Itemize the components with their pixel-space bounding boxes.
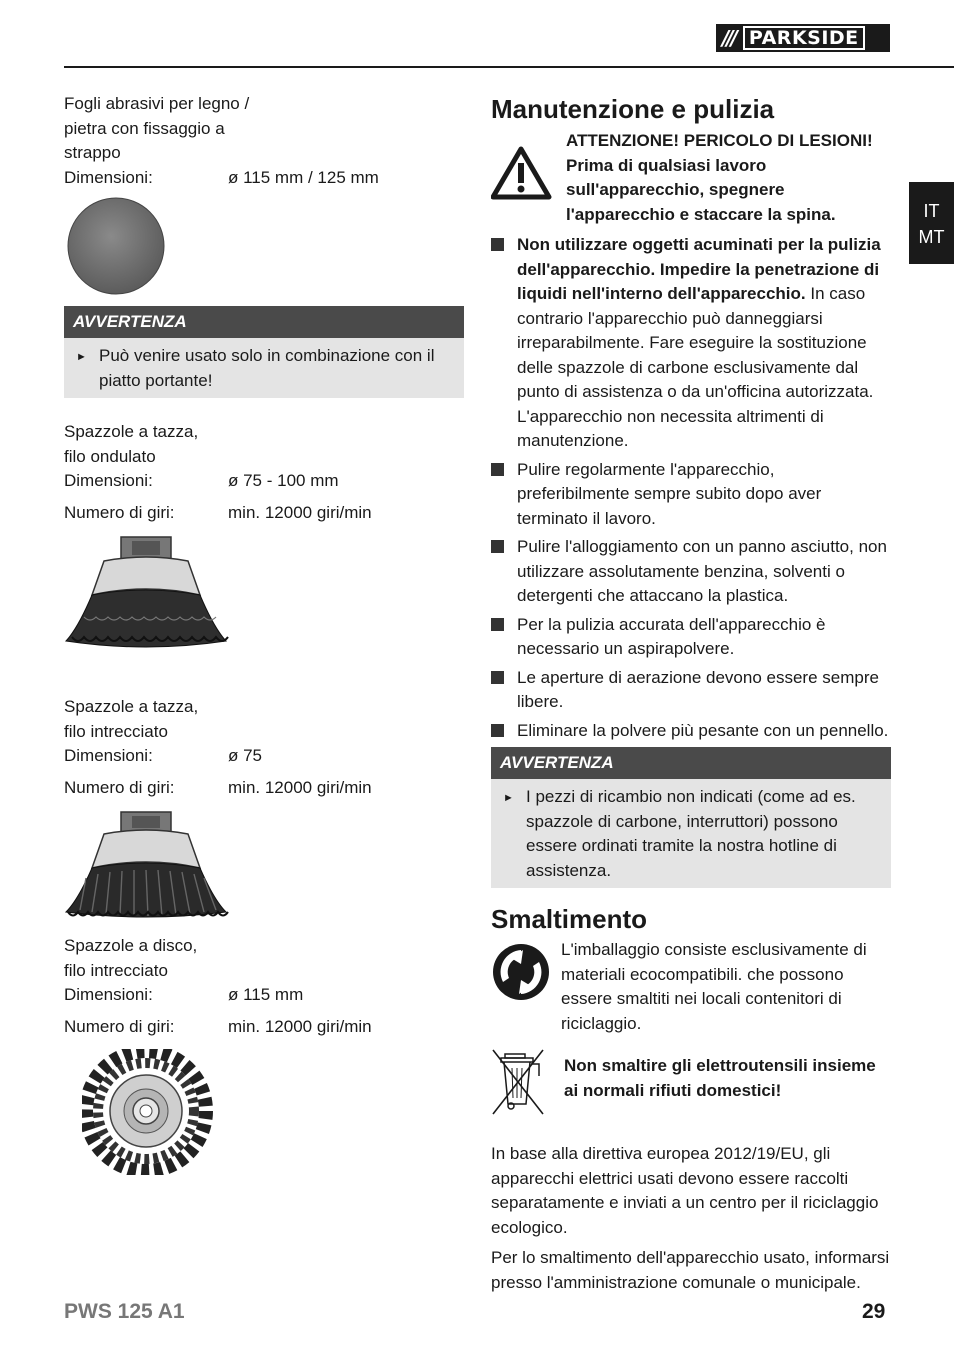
spec-value: ø 115 mm / 125 mm xyxy=(228,167,379,187)
warning-triangle-icon xyxy=(491,145,553,201)
accessory-title-line: filo intrecciato xyxy=(64,721,168,741)
spec-row xyxy=(64,983,464,1008)
accessory-cup-brush-twisted xyxy=(64,695,464,928)
bullet-text: Le aperture di aerazione devono essere sempre libere. xyxy=(517,667,879,711)
warning-title: AVVERTENZA xyxy=(64,306,464,338)
packaging-notice xyxy=(491,938,891,1036)
square-bullet-icon xyxy=(491,535,517,609)
list-item xyxy=(491,666,891,715)
list-item xyxy=(491,233,891,454)
spec-value: ø 75 xyxy=(228,746,263,765)
spec-label: Numero di giri: xyxy=(64,502,175,522)
language-mt: MT xyxy=(918,227,945,247)
directive-paragraph: In base alla direttiva europea 2012/19/EU, gli apparecchi elettrici usati devono essere raccolti separatamente e inviati a un centro per il riciclaggio ecologico. xyxy=(491,1144,879,1237)
disposal-heading: Smaltimento xyxy=(491,904,648,934)
accessory-title-line: strappo xyxy=(64,143,121,162)
accessory-title-line: Spazzole a disco, xyxy=(64,936,198,955)
accessory-cup-brush-wavy xyxy=(64,420,464,665)
spec-label: Dimensioni: xyxy=(64,471,153,490)
square-bullet-icon xyxy=(491,613,517,662)
spec-row xyxy=(64,501,464,526)
parkside-logo xyxy=(716,24,890,52)
cup-brush-twisted-image xyxy=(64,808,234,928)
square-bullet-icon xyxy=(491,666,517,715)
spec-value: ø 115 mm xyxy=(228,985,304,1004)
spec-label: Dimensioni: xyxy=(64,746,153,765)
list-item xyxy=(491,613,891,662)
language-tab xyxy=(909,182,954,264)
spec-value: ø 75 - 100 mm xyxy=(228,471,339,490)
spec-label: Numero di giri: xyxy=(64,777,175,797)
accessory-title-line: Fogli abrasivi per legno / xyxy=(64,94,250,113)
list-item xyxy=(491,458,891,532)
list-item xyxy=(491,535,891,609)
accessory-title-line: Spazzole a tazza, xyxy=(64,422,199,441)
bullet-text: Per la pulizia accurata dell'apparecchio è necessario un aspirapolvere. xyxy=(517,614,826,658)
warning-title: AVVERTENZA xyxy=(491,747,891,779)
footer-model: PWS 125 A1 xyxy=(64,1300,185,1323)
list-item xyxy=(491,719,891,744)
accessory-title-line: filo ondulato xyxy=(64,446,156,466)
disposal-info-paragraph: Per lo smaltimento dell'apparecchio usato, informarsi presso l'amministrazione comunale o municipale. xyxy=(491,1248,890,1292)
spec-row xyxy=(64,776,464,801)
logo-brand-name: PARKSIDE xyxy=(743,26,865,50)
accessory-title-line: filo intrecciato xyxy=(64,960,168,980)
weee-text: Non smaltire gli elettroutensili insieme ai normali rifiuti domestici! xyxy=(564,1056,876,1100)
bullet-bold-text: Non utilizzare oggetti acuminati per la pulizia dell'apparecchio. Impedire la penetrazione di liquidi nell'interno dell'apparecchio. xyxy=(517,235,881,303)
warning-text: I pezzi di ricambio non indicati (come ad es. spazzole di carbone, interruttori) possono essere ordinati tramite la nostra hotline di assistenza. xyxy=(526,787,856,880)
disc-brush-image xyxy=(82,1049,232,1175)
warning-body xyxy=(491,779,891,888)
warning-body xyxy=(64,338,464,398)
maintenance-heading: Manutenzione e pulizia xyxy=(491,94,775,124)
bullet-text: Eliminare la polvere più pesante con un pennello. xyxy=(517,720,889,740)
abrasive-disc-image xyxy=(64,195,174,299)
spec-label: Numero di giri: xyxy=(64,1016,175,1036)
spec-value: min. 12000 giri/min xyxy=(228,777,372,797)
spec-label: Dimensioni: xyxy=(64,167,153,187)
danger-notice xyxy=(491,129,891,227)
accessory-disc-brush-twisted xyxy=(64,934,464,1175)
footer-page-number: 29 xyxy=(862,1300,886,1323)
danger-text: ATTENZIONE! PERICOLO DI LESIONI! Prima di qualsiasi lavoro sull'apparecchio, spegnere l'apparecchio e staccare la spina. xyxy=(566,131,873,224)
spec-value: min. 12000 giri/min xyxy=(228,1016,372,1036)
square-bullet-icon xyxy=(491,233,517,454)
weee-notice xyxy=(491,1048,891,1116)
spec-value: min. 12000 giri/min xyxy=(228,502,372,522)
square-bullet-icon xyxy=(491,719,517,744)
warning-text: Può venire usato solo in combinazione con il piatto portante! xyxy=(99,346,435,390)
maintenance-list xyxy=(491,233,891,743)
logo-slashes: /// xyxy=(722,26,735,50)
arrow-right-icon: ► xyxy=(76,351,87,363)
spec-row xyxy=(64,744,464,769)
warning-box xyxy=(64,306,464,398)
recycling-icon xyxy=(491,942,553,1004)
accessories-column xyxy=(64,92,464,1175)
spec-row xyxy=(64,1015,464,1040)
warning-box xyxy=(491,747,891,888)
header-rule xyxy=(64,66,954,68)
accessory-abrasive-sheets xyxy=(64,92,464,299)
square-bullet-icon xyxy=(491,458,517,532)
spec-row xyxy=(64,166,464,191)
crossed-bin-icon xyxy=(491,1048,551,1116)
arrow-right-icon: ► xyxy=(503,792,514,804)
accessory-title-line: Spazzole a tazza, xyxy=(64,697,199,716)
bullet-text: Pulire l'alloggiamento con un panno asciutto, non utilizzare assolutamente benzina, solventi o detergenti che attaccano la plastica. xyxy=(517,537,887,605)
packaging-text: L'imballaggio consiste esclusivamente di materiali ecocompatibili. che possono essere smaltiti nei locali contenitori di riciclaggio. xyxy=(561,940,867,1033)
spec-row xyxy=(64,469,464,494)
maintenance-column xyxy=(491,92,891,1295)
bullet-text: Pulire regolarmente l'apparecchio, preferibilmente sempre subito dopo aver terminato il lavoro. xyxy=(517,459,822,528)
accessory-title-line: pietra con fissaggio a xyxy=(64,118,225,138)
bullet-text: In caso contrario l'apparecchio può danneggiarsi irreparabilmente. Fare eseguire la sostituzione delle spazzole di carbone esclusivamente dal punto di assistenza o da un'officina autorizzata. L'apparecchio non necessita altrimenti di manutenzione. xyxy=(517,284,874,450)
language-it: IT xyxy=(923,201,940,221)
spec-label: Dimensioni: xyxy=(64,985,153,1004)
cup-brush-wavy-image xyxy=(64,533,234,665)
